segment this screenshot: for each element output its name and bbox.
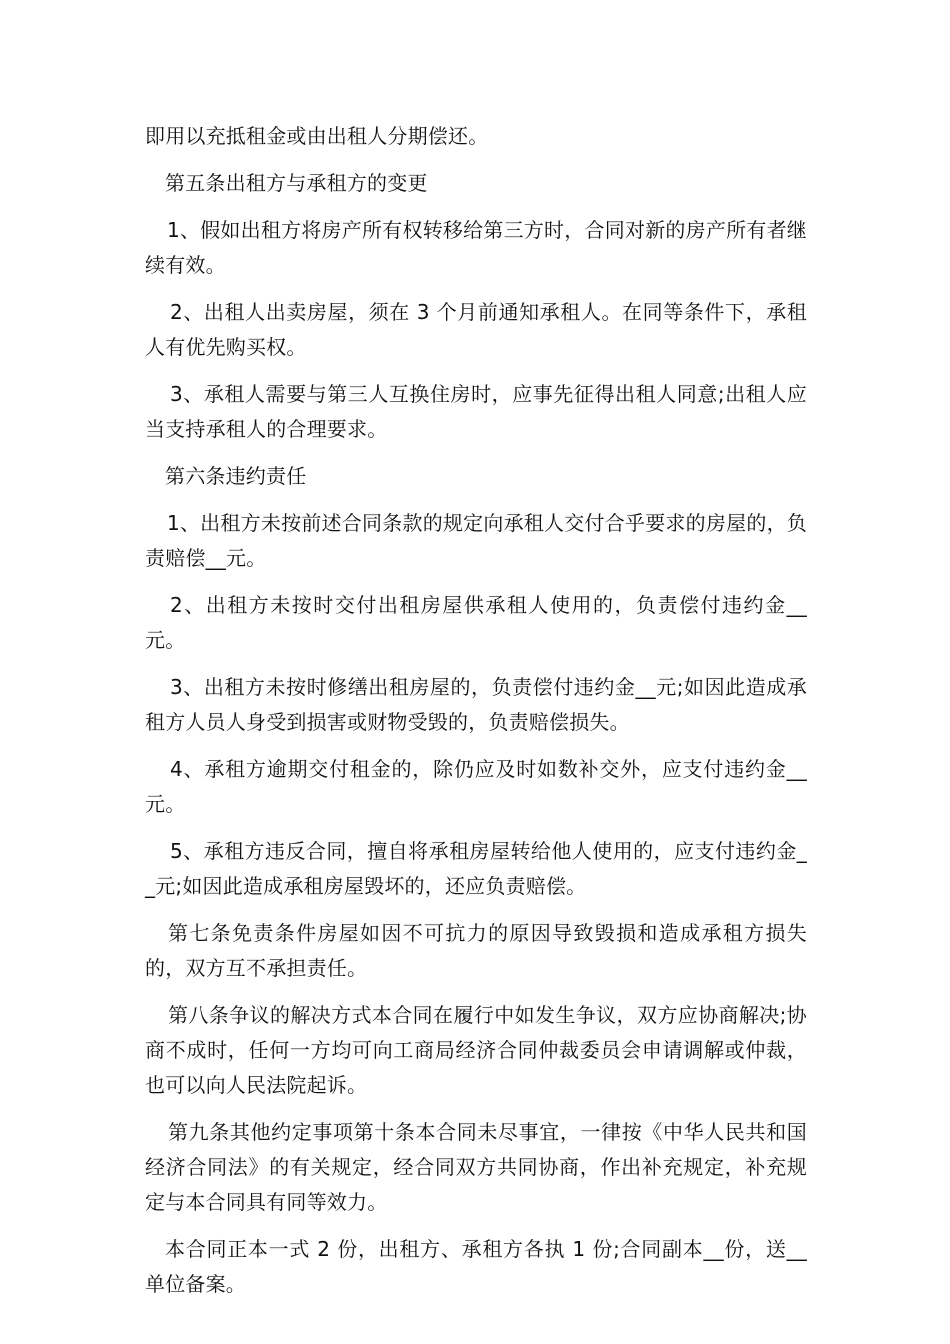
paragraph-article-8: 第八条争议的解决方式本合同在履行中如发生争议，双方应协商解决;协商不成时，任何一方均可向工商局经济合同仲裁委员会申请调解或仲裁，也可以向人民法院起诉。 [145, 1003, 807, 1097]
paragraph-article-5-item-2: 2、出租人出卖房屋，须在 3 个月前通知承租人。在同等条件下，承租人有优先购买权。 [145, 300, 807, 359]
paragraph-article-6-item-1: 1、出租方未按前述合同条款的规定向承租人交付合乎要求的房屋的，负责赔偿__元。 [145, 511, 807, 570]
paragraph-article-6-item-4: 4、承租方逾期交付租金的，除仍应及时如数补交外，应支付违约金__元。 [145, 757, 807, 816]
paragraph-article-6-item-3: 3、出租方未按时修缮出租房屋的，负责偿付违约金__元;如因此造成承租方人员人身受到损害或财物受毁的，负责赔偿损失。 [145, 675, 807, 734]
heading-article-5: 第五条出租方与承租方的变更 [165, 171, 428, 195]
paragraph-article-6-item-2: 2、出租方未按时交付出租房屋供承租人使用的，负责偿付违约金__元。 [145, 593, 807, 652]
paragraph-article-6-item-5: 5、承租方违反合同，擅自将承租房屋转给他人使用的，应支付违约金__元;如因此造成承租房屋毁坏的，还应负责赔偿。 [145, 839, 807, 898]
document-body [145, 119, 807, 1314]
paragraph-article-9-10: 第九条其他约定事项第十条本合同未尽事宜，一律按《中华人民共和国经济合同法》的有关规定，经合同双方共同协商，作出补充规定，补充规定与本合同具有同等效力。 [145, 1120, 807, 1214]
paragraph-article-7: 第七条免责条件房屋如因不可抗力的原因导致毁损和造成承租方损失的，双方互不承担责任。 [145, 921, 807, 980]
paragraph-continuation: 即用以充抵租金或由出租人分期偿还。 [145, 124, 489, 148]
paragraph-article-5-item-1: 1、假如出租方将房产所有权转移给第三方时，合同对新的房产所有者继续有效。 [145, 218, 807, 277]
heading-article-6: 第六条违约责任 [165, 464, 307, 488]
paragraph-copies: 本合同正本一式 2 份，出租方、承租方各执 1 份;合同副本__份，送__单位备案。 [145, 1237, 807, 1296]
paragraph-article-5-item-3: 3、承租人需要与第三人互换住房时，应事先征得出租人同意;出租人应当支持承租人的合理要求。 [145, 382, 807, 441]
